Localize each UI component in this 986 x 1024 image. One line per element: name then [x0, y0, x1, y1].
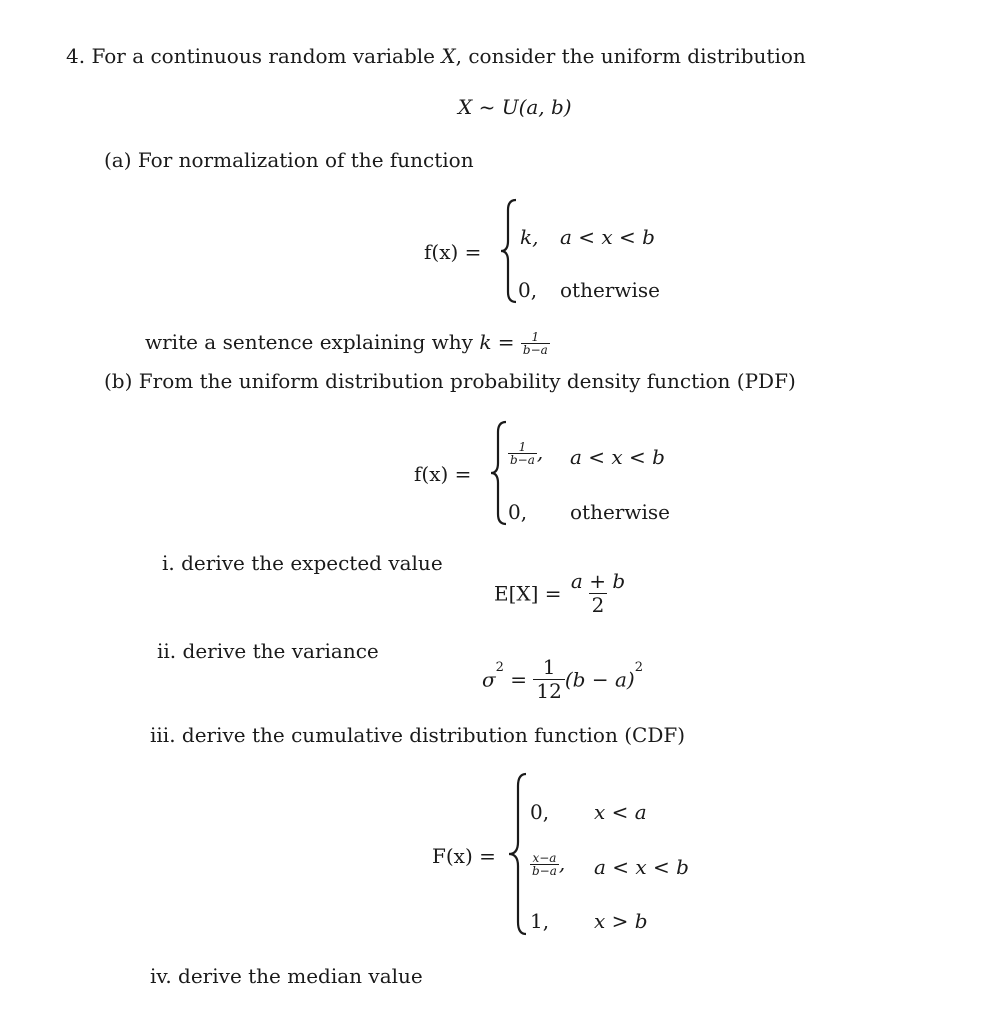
part-b-case1-num: 1: [518, 440, 527, 454]
item-ii-text: derive the variance: [182, 639, 379, 663]
expected-value-lhs: E[X] =: [494, 581, 562, 606]
part-a-frac-num: 1: [531, 330, 540, 344]
part-a-frac-den: b−a: [522, 343, 548, 357]
part-b-case1-comma: ,: [536, 440, 544, 464]
expected-value-num: a + b: [570, 569, 626, 593]
part-b-heading: [104, 369, 796, 393]
part-b-text: From the uniform distribution probability density function (PDF): [138, 369, 796, 393]
part-b-case2-condition: otherwise: [570, 500, 670, 524]
item-iv-heading: [150, 964, 423, 988]
item-ii-heading: [157, 639, 379, 663]
expected-value-formula: [494, 570, 628, 617]
item-i-text: derive the expected value: [181, 551, 443, 575]
variance-sigma-sup: 2: [495, 660, 504, 675]
variance-sigma: σ: [482, 667, 496, 692]
part-b-brace: [488, 418, 510, 528]
part-a-label: (a): [104, 148, 132, 172]
cdf-case2-den: b−a: [532, 864, 557, 878]
problem-number: 4.: [66, 44, 86, 68]
variance-formula: [482, 656, 643, 703]
distribution-formula: X ~ U(a, b): [458, 95, 572, 119]
part-b-case1: [508, 440, 543, 466]
part-a-lhs: f(x) =: [424, 240, 482, 264]
cdf-case1-value: 0,: [530, 800, 550, 824]
item-iv-text: derive the median value: [178, 964, 423, 988]
part-b-case2-value: 0,: [508, 500, 528, 524]
part-b-label: (b): [104, 369, 133, 393]
cdf-lhs: F(x) =: [432, 844, 496, 868]
item-iii-heading: [150, 723, 685, 747]
problem-intro: [66, 44, 806, 68]
cdf-case2-fraction: [530, 852, 559, 877]
intro-text: For a continuous random variable: [91, 44, 436, 68]
cdf-case2-comma: ,: [558, 851, 566, 875]
part-a-brace: [498, 196, 520, 306]
item-iii-text: derive the cumulative distribution function (CDF): [181, 723, 686, 747]
variance-den: 12: [533, 679, 564, 703]
item-ii-label: ii.: [157, 639, 177, 663]
part-a-fraction: [521, 331, 550, 356]
cdf-case3-condition: x > b: [594, 909, 648, 933]
part-a-text: For normalization of the function: [137, 148, 474, 172]
variance-num: 1: [542, 655, 556, 679]
variance-tail-sup: 2: [634, 660, 643, 675]
intro-variable: X: [441, 44, 456, 68]
cdf-case2-num: x−a: [532, 851, 557, 865]
part-b-lhs: f(x) =: [414, 462, 472, 486]
part-a-case2-condition: otherwise: [560, 278, 660, 302]
item-iv-label: iv.: [150, 964, 172, 988]
variance-fraction: [533, 656, 564, 703]
part-a-sentence-text: write a sentence explaining why: [145, 330, 473, 354]
cdf-case1-condition: x < a: [594, 800, 647, 824]
item-iii-label: iii.: [150, 723, 176, 747]
item-i-heading: [162, 551, 443, 575]
item-i-label: i.: [162, 551, 175, 575]
intro-text-end: , consider the uniform distribution: [455, 44, 806, 68]
part-a-k: k =: [479, 330, 515, 354]
expected-value-den: 2: [589, 593, 608, 617]
part-a-case2-value: 0,: [518, 278, 538, 302]
expected-value-fraction: [568, 570, 628, 617]
part-a-case1-value: k,: [520, 225, 539, 249]
variance-tail: (b − a): [564, 667, 635, 692]
cdf-case2: [530, 851, 565, 877]
cdf-case2-condition: a < x < b: [594, 855, 689, 879]
cdf-case3-value: 1,: [530, 909, 550, 933]
part-b-case1-den: b−a: [510, 453, 535, 467]
cdf-brace: [506, 770, 530, 938]
part-b-case1-condition: a < x < b: [570, 445, 665, 469]
part-a-heading: [104, 148, 474, 172]
part-b-case1-fraction: [508, 441, 537, 466]
part-a-case1-condition: a < x < b: [560, 225, 655, 249]
part-a-sentence: [145, 330, 550, 356]
variance-eq: =: [510, 667, 528, 692]
